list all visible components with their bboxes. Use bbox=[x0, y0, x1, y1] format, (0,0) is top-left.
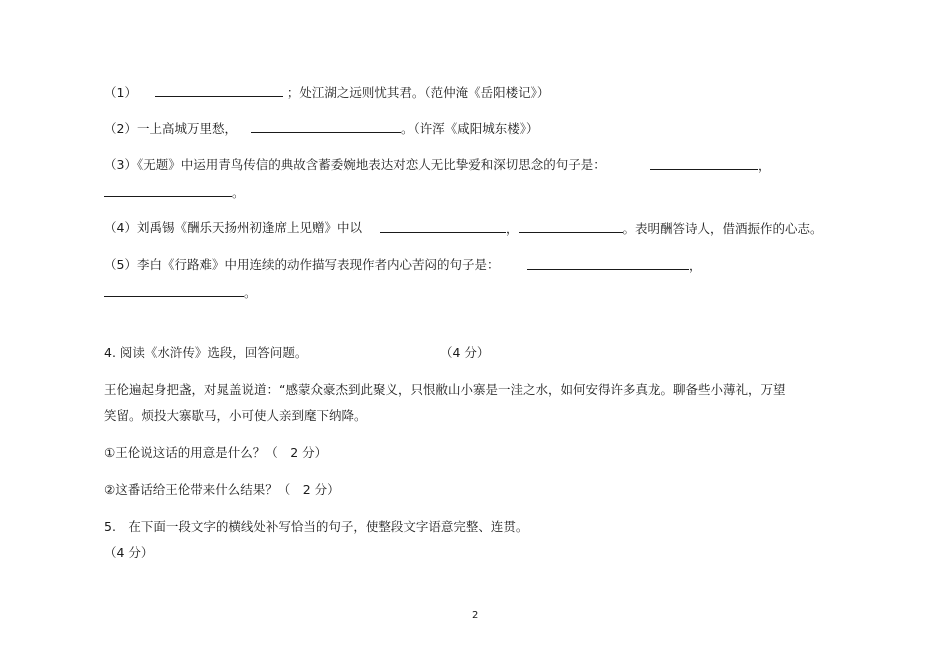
question-5-title: 5. 在下面一段文字的横线处补写恰当的句子，使整段文字语意完整、连贯。 bbox=[104, 519, 529, 534]
q1-text: ；处江湖之远则忧其君。（范仲淹《岳阳楼记》） bbox=[286, 85, 550, 100]
q2-blank[interactable] bbox=[251, 120, 401, 133]
q4-blank-1[interactable] bbox=[380, 220, 506, 233]
question-4-title: 4. 阅读《水浒传》选段，回答问题。 bbox=[104, 345, 308, 360]
question-4-sub-2: ②这番话给王伦带来什么结果？（ 2 分） bbox=[104, 482, 340, 497]
q4-comma: ， bbox=[506, 221, 519, 236]
q3-comma: ， bbox=[758, 158, 771, 173]
fill-in-q5-blank1-wrap bbox=[527, 257, 702, 274]
q3-blank-1[interactable] bbox=[650, 157, 758, 170]
q5-text: 李白《行路难》中用连续的动作描写表现作者内心苦闷的句子是： bbox=[136, 257, 500, 272]
q2-lead: 一上高城万里愁， bbox=[136, 121, 237, 136]
q5-comma: ， bbox=[689, 258, 702, 273]
q4-blank-2[interactable] bbox=[519, 220, 623, 233]
fill-in-q4 bbox=[104, 220, 362, 236]
q4-text: 刘禹锡《酬乐天扬州初逢席上见赠》中以 bbox=[136, 220, 362, 235]
q3-end: 。 bbox=[232, 185, 245, 200]
q5-number: （5） bbox=[104, 257, 137, 272]
fill-in-q2 bbox=[104, 120, 538, 137]
q2-number: （2） bbox=[104, 121, 137, 136]
q2-tail: 。（许浑《咸阳城东楼》） bbox=[400, 121, 539, 136]
fill-in-q5-line2 bbox=[104, 284, 257, 301]
question-4-sub-1: ①王伦说这话的用意是什么？（ 2 分） bbox=[104, 445, 328, 460]
q4-tail: 。表明酬答诗人，借酒振作的心志。 bbox=[622, 221, 823, 236]
q4-number: （4） bbox=[104, 220, 137, 235]
q5-end: 。 bbox=[244, 285, 257, 300]
fill-in-q3 bbox=[104, 157, 606, 173]
fill-in-q3-blank1-wrap bbox=[650, 157, 771, 174]
q5-blank-2[interactable] bbox=[104, 284, 244, 297]
q3-number: （3） bbox=[104, 157, 137, 172]
q3-text: 《无题》中运用青鸟传信的典故含蓄委婉地表达对恋人无比挚爱和深切思念的句子是： bbox=[136, 157, 606, 172]
fill-in-q4-blanks bbox=[380, 220, 823, 237]
question-4-passage-line-1: 王伦遍起身把盏，对晁盖说道：“感蒙众豪杰到此聚义，只恨敝山小寨是一洼之水，如何安得许多真龙。聊备些小薄礼，万望 bbox=[104, 382, 786, 397]
q1-number: （1） bbox=[104, 85, 137, 100]
fill-in-q1 bbox=[104, 84, 549, 101]
question-4-score: （4 分） bbox=[440, 345, 490, 360]
q1-blank[interactable] bbox=[155, 84, 283, 97]
fill-in-q5 bbox=[104, 257, 499, 273]
page-number: 2 bbox=[472, 610, 479, 621]
fill-in-q3-line2 bbox=[104, 184, 245, 201]
q3-blank-2[interactable] bbox=[104, 184, 232, 197]
question-4-passage-line-2: 笑留。烦投大寨歇马，小可使人亲到麾下纳降。 bbox=[104, 408, 367, 423]
question-5-score: （4 分） bbox=[104, 545, 154, 560]
q5-blank-1[interactable] bbox=[527, 257, 689, 270]
